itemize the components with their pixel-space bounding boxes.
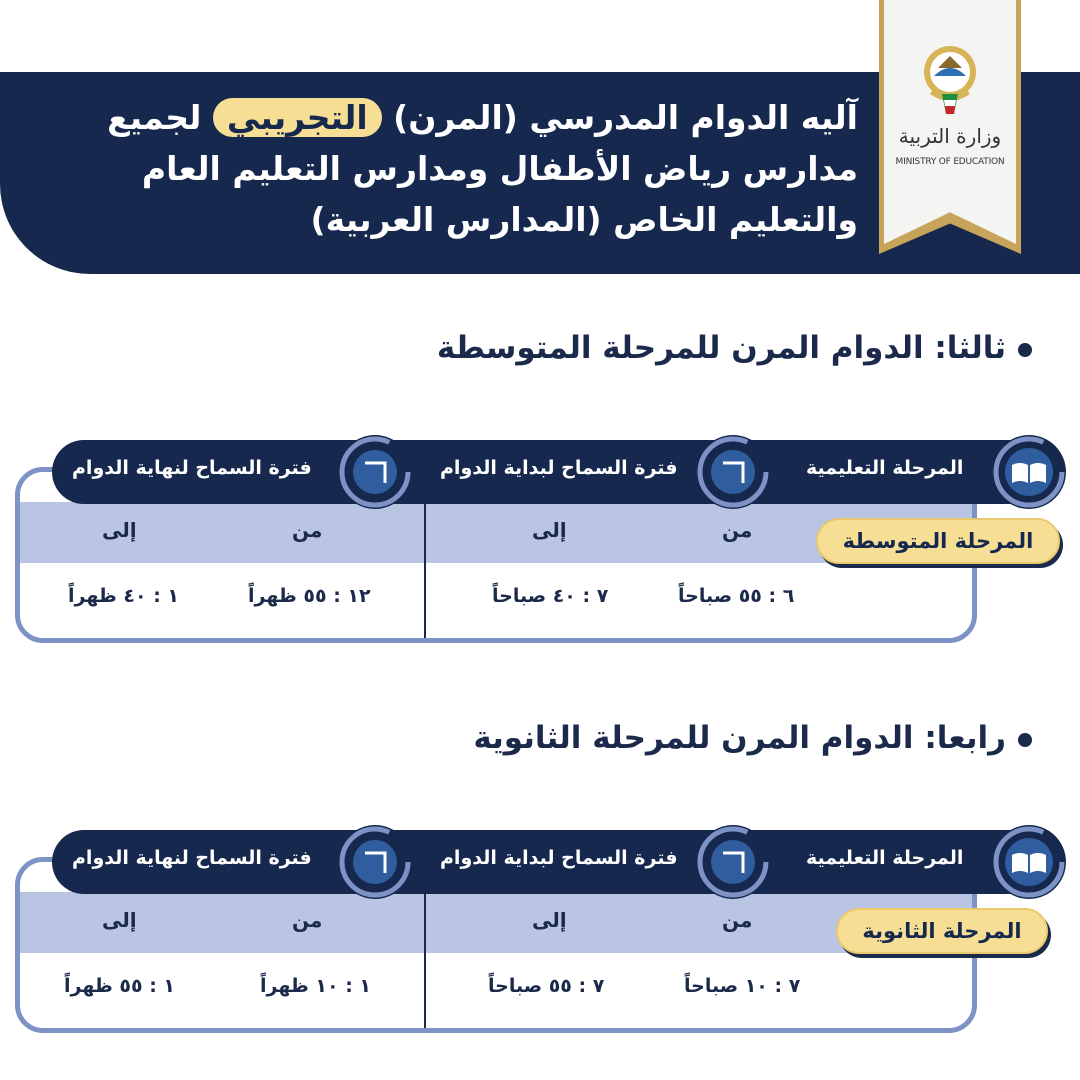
stage-column-label: المرحلة التعليمية [806,457,964,479]
end-from-header: من [292,518,323,542]
start-window-label: فترة السماح لبداية الدوام [440,847,678,869]
end-window-label: فترة السماح لنهاية الدوام [72,457,312,479]
end-to-header: إلى [102,908,137,932]
end-to-value: ١ : ٥٥ ظهراً [64,975,176,997]
start-window-label: فترة السماح لبداية الدوام [440,457,678,479]
start-from-header: من [722,518,753,542]
start-from-value: ٧ : ١٠ صباحاً [684,975,801,997]
book-icon [992,435,1066,509]
schedule-table-intermediate [0,440,1080,645]
kuwait-emblem-icon [908,38,992,122]
start-to-header: إلى [532,908,567,932]
ministry-name-ar: وزارة التربية [898,124,1002,148]
page-title [8,92,858,245]
column-divider [424,502,426,643]
title-part1: آليه الدوام المدرسي (المرن) [393,98,858,137]
start-to-value: ٧ : ٥٥ صباحاً [488,975,605,997]
ministry-ribbon-inner [884,0,1016,244]
end-from-value: ١٢ : ٥٥ ظهراً [248,585,371,607]
table-subheader-row [20,892,972,953]
clock-icon [696,435,770,509]
end-window-label: فترة السماح لنهاية الدوام [72,847,312,869]
title-highlight: التجريبي [213,98,382,137]
end-from-header: من [292,908,323,932]
start-from-header: من [722,908,753,932]
clock-icon [338,435,412,509]
end-to-value: ١ : ٤٠ ظهراً [68,585,180,607]
section-title-intermediate: ثالثا: الدوام المرن للمرحلة المتوسطة [437,330,1032,366]
stage-name-badge: المرحلة المتوسطة [816,518,1060,564]
ministry-name-en: MINISTRY OF EDUCATION [895,157,1005,167]
start-to-header: إلى [532,518,567,542]
stage-column-label: المرحلة التعليمية [806,847,964,869]
bullet-icon [1018,343,1032,357]
end-to-header: إلى [102,518,137,542]
book-icon [992,825,1066,899]
stage-name-badge: المرحلة الثانوية [836,908,1048,954]
title-part2: لجميع مدارس رياض الأطفال ومدارس التعليم العام والتعليم الخاص (المدارس العربية) [107,98,858,239]
column-divider [424,892,426,1033]
start-from-value: ٦ : ٥٥ صباحاً [678,585,795,607]
bullet-icon [1018,733,1032,747]
clock-icon [696,825,770,899]
clock-icon [338,825,412,899]
end-from-value: ١ : ١٠ ظهراً [260,975,372,997]
schedule-table-secondary [0,830,1080,1035]
section-title-secondary: رابعا: الدوام المرن للمرحلة الثانوية [473,720,1032,756]
start-to-value: ٧ : ٤٠ صباحاً [492,585,609,607]
